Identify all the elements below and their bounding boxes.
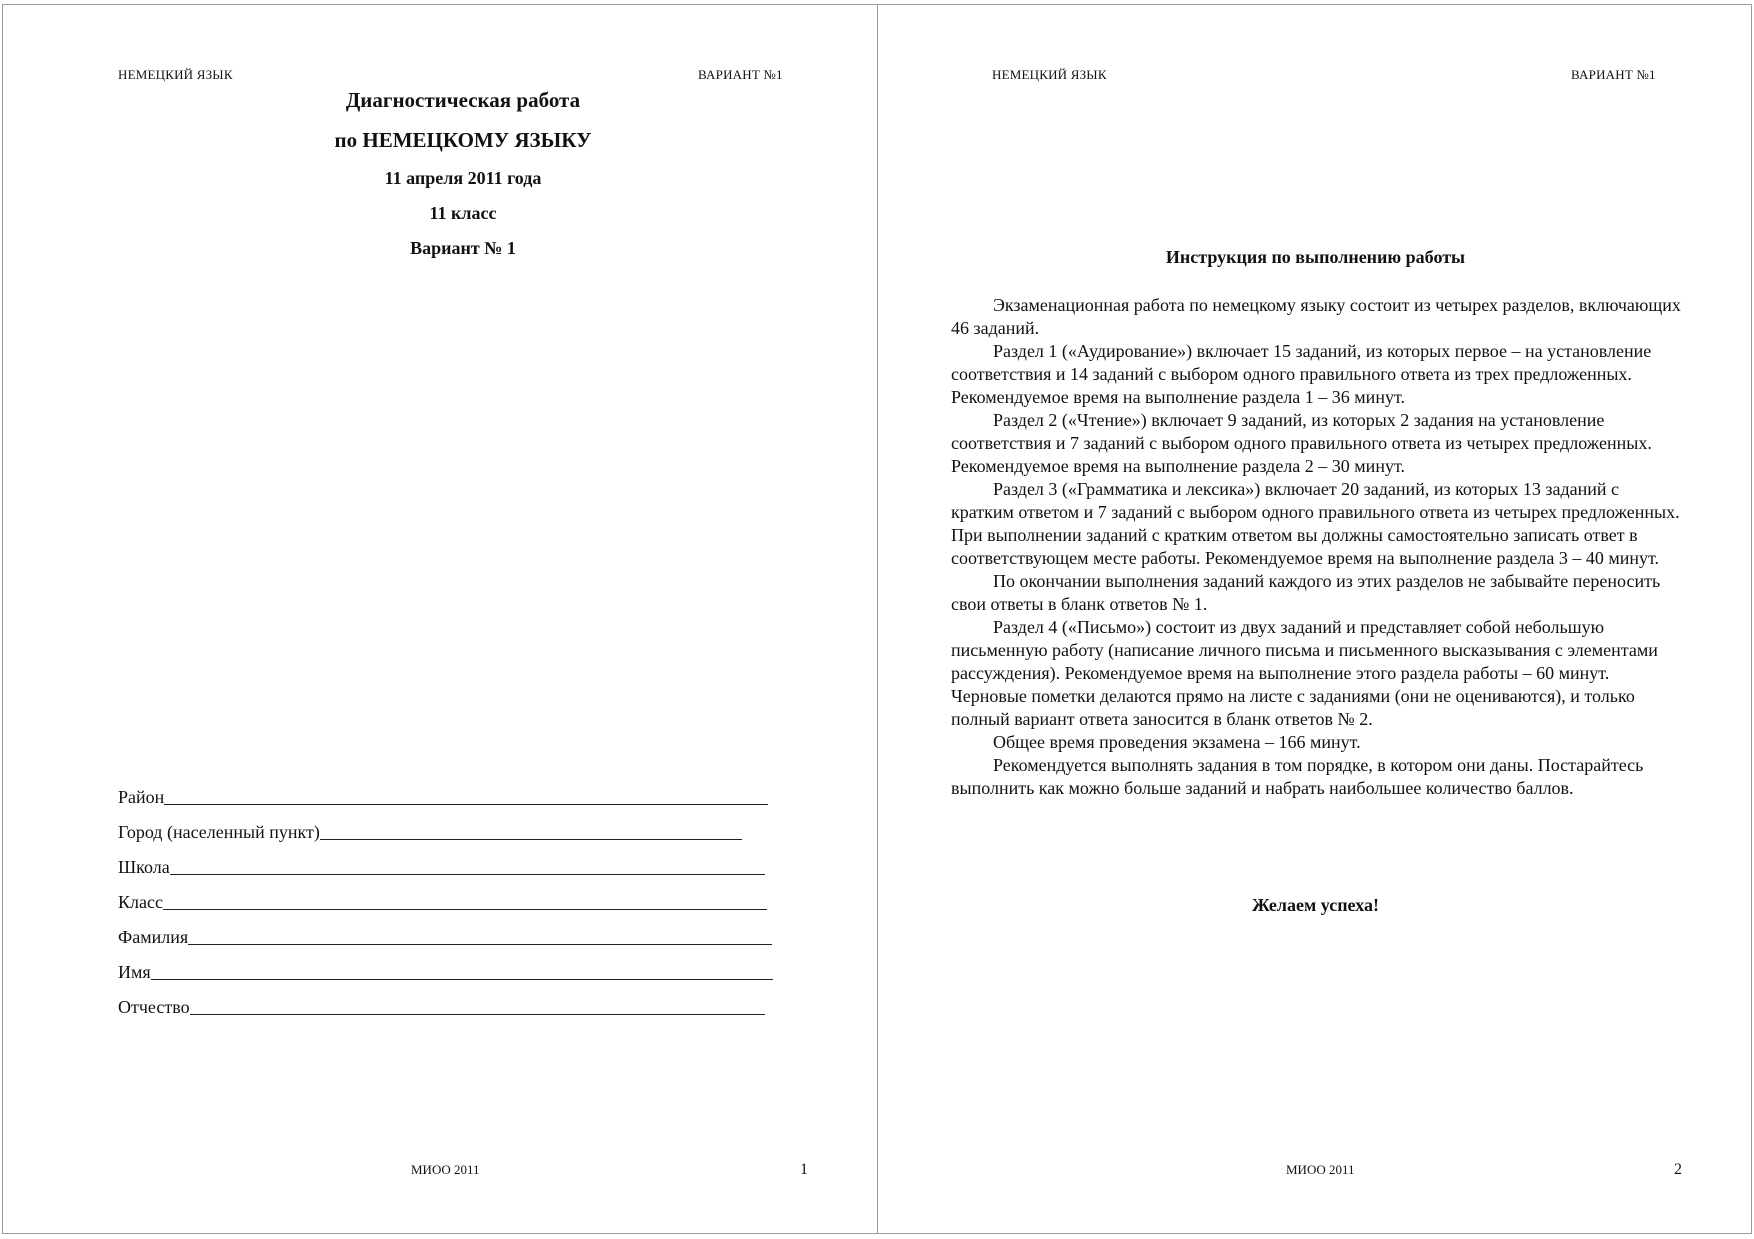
field-name[interactable]	[118, 948, 773, 983]
instructions-body	[951, 294, 1686, 800]
fill-line[interactable]	[170, 856, 765, 875]
field-city[interactable]	[118, 808, 773, 843]
header-subject: НЕМЕЦКИЙ ЯЗЫК	[992, 67, 1107, 82]
field-label: Район	[118, 787, 165, 807]
fill-line[interactable]	[151, 961, 773, 980]
field-label: Фамилия	[118, 927, 189, 947]
field-school[interactable]	[118, 843, 773, 878]
exam-variant: Вариант № 1	[410, 238, 516, 258]
instruction-paragraph: Раздел 3 («Грамматика и лексика») включает 20 заданий, из которых 13 заданий с кратким ответом и 7 заданий с выбором одного правильного ответа из четырех предложенных. При выполнении заданий с кратким ответом вы должны самостоятельно записать ответ в соответствующем месте работы. Рекомендуемое время на выполнение раздела 3 – 40 минут.	[951, 479, 1680, 568]
document-page-2	[877, 4, 1752, 1234]
header-subject: НЕМЕЦКИЙ ЯЗЫК	[118, 67, 233, 82]
field-surname[interactable]	[118, 913, 773, 948]
instruction-paragraph: Рекомендуется выполнять задания в том порядке, в котором они даны. Постарайтесь выполнить как можно больше заданий и набрать наибольшее количество баллов.	[951, 755, 1644, 798]
footer-org: МИОО 2011	[1286, 1162, 1355, 1177]
fill-line[interactable]	[320, 821, 742, 840]
closing-wish: Желаем успеха!	[1252, 895, 1379, 915]
page-title: Диагностическая работа	[345, 88, 581, 112]
instruction-paragraph: Общее время проведения экзамена – 166 минут.	[993, 732, 1361, 752]
page-subtitle: по НЕМЕЦКОМУ ЯЗЫКУ	[334, 128, 592, 152]
student-info-fields	[118, 773, 773, 1018]
instruction-paragraph: По окончании выполнения заданий каждого из этих разделов не забывайте переносить свои ответы в бланк ответов № 1.	[951, 571, 1661, 614]
field-label: Школа	[118, 857, 170, 877]
header-variant: ВАРИАНТ №1	[1571, 67, 1656, 82]
field-label: Город (населенный пункт)	[118, 822, 320, 842]
footer-org: МИОО 2011	[411, 1162, 480, 1177]
instructions-title: Инструкция по выполнению работы	[1165, 247, 1466, 267]
field-patronymic[interactable]	[118, 983, 773, 1018]
fill-line[interactable]	[188, 926, 772, 945]
instruction-paragraph: Раздел 2 («Чтение») включает 9 заданий, из которых 2 задания на установление соответствия и 7 заданий с выбором одного правильного ответа из четырех предложенных. Рекомендуемое время на выполнение раздела 2 – 30 минут.	[951, 410, 1652, 476]
instruction-paragraph: Раздел 4 («Письмо») состоит из двух заданий и представляет собой небольшую письменную работу (написание личного письма и письменного высказывания с элементами рассуждения). Рекомендуемое время на выполнение этого раздела работы – 60 минут. Черновые пометки делаются прямо на листе с заданиями (они не оцениваются), и только полный вариант ответа заносится в бланк ответов № 2.	[951, 617, 1658, 729]
page-number: 2	[1674, 1161, 1682, 1178]
field-label: Отчество	[118, 997, 190, 1017]
document-page-1	[2, 4, 878, 1234]
instruction-paragraph: Экзаменационная работа по немецкому языку состоит из четырех разделов, включающих 46 заданий.	[951, 295, 1681, 338]
fill-line[interactable]	[163, 891, 767, 910]
field-class[interactable]	[118, 878, 773, 913]
title-block	[3, 87, 923, 259]
field-district[interactable]	[118, 773, 773, 808]
exam-grade: 11 класс	[429, 203, 497, 223]
header-variant: ВАРИАНТ №1	[698, 67, 783, 82]
instruction-paragraph: Раздел 1 («Аудирование») включает 15 заданий, из которых первое – на установление соответствия и 14 заданий с выбором одного правильного ответа из трех предложенных. Рекомендуемое время на выполнение раздела 1 – 36 минут.	[951, 341, 1652, 407]
field-label: Имя	[118, 962, 151, 982]
fill-line[interactable]	[164, 786, 768, 805]
field-label: Класс	[118, 892, 163, 912]
fill-line[interactable]	[190, 996, 765, 1015]
exam-date: 11 апреля 2011 года	[384, 168, 542, 188]
page-number: 1	[800, 1161, 808, 1178]
